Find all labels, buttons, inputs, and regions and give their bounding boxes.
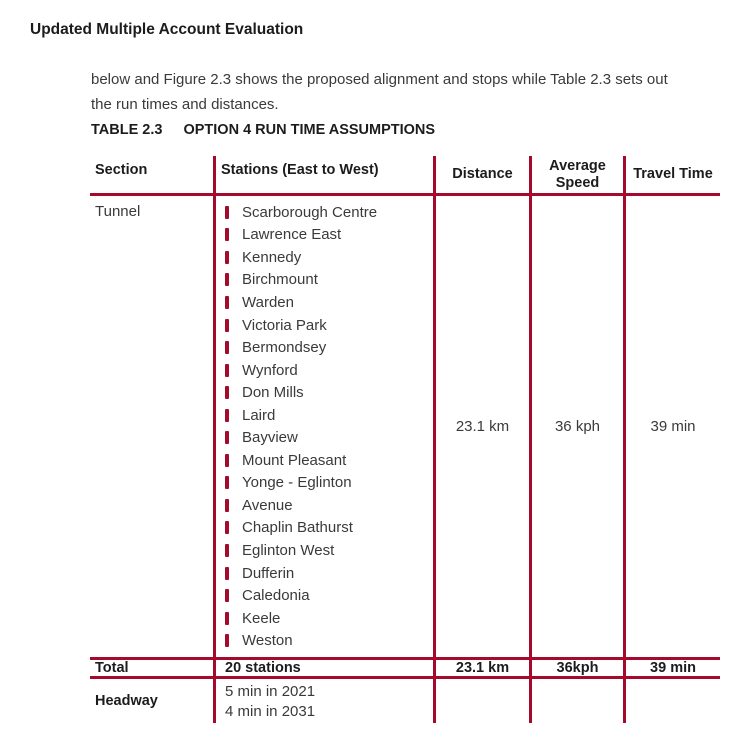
station-list-item	[225, 224, 433, 247]
tunnel-average-speed-value: 36 kph	[529, 196, 623, 657]
station-bullet-icon	[225, 228, 229, 241]
station-list-item	[225, 562, 433, 585]
tunnel-travel-time-value: 39 min	[623, 196, 720, 657]
station-name: Keele	[242, 609, 281, 627]
station-bullet-icon	[225, 409, 229, 422]
body-paragraph-line: the run times and distances.	[91, 96, 279, 113]
station-bullet-icon	[225, 386, 229, 399]
station-list-item	[225, 314, 433, 337]
station-list-item	[225, 629, 433, 652]
total-average-speed-value: 36kph	[529, 657, 623, 679]
column-header-average-speed: Average Speed	[529, 156, 623, 196]
station-bullet-icon	[225, 319, 229, 332]
total-section-label: Total	[90, 657, 213, 679]
headway-travel-time-cell-empty	[623, 679, 720, 723]
station-name: Weston	[242, 632, 293, 650]
headway-distance-cell-empty	[433, 679, 529, 723]
station-name: Warden	[242, 293, 294, 311]
headway-average-speed-cell-empty	[529, 679, 623, 723]
table-caption-label: TABLE 2.3	[91, 122, 163, 138]
tunnel-stations-list	[213, 196, 433, 657]
station-list-item	[225, 539, 433, 562]
station-list-item	[225, 426, 433, 449]
station-name: Bermondsey	[242, 339, 327, 357]
station-list-item	[225, 336, 433, 359]
station-bullet-icon	[225, 612, 229, 625]
table-caption	[91, 122, 435, 138]
station-bullet-icon	[225, 206, 229, 219]
run-time-table	[90, 156, 720, 723]
station-bullet-icon	[225, 454, 229, 467]
station-name: Bayview	[242, 429, 298, 447]
station-list-item	[225, 607, 433, 630]
station-bullet-icon	[225, 499, 229, 512]
station-name: Eglinton West	[242, 541, 335, 559]
body-paragraph-line: below and Figure 2.3 shows the proposed alignment and stops while Table 2.3 sets out	[91, 71, 668, 88]
station-bullet-icon	[225, 431, 229, 444]
station-bullet-icon	[225, 521, 229, 534]
body-paragraph	[91, 67, 691, 117]
total-travel-time-value: 39 min	[623, 657, 720, 679]
station-list-item	[225, 404, 433, 427]
station-list-item	[225, 494, 433, 517]
station-bullet-icon	[225, 476, 229, 489]
station-name: Avenue	[242, 496, 293, 514]
headway-values	[213, 679, 433, 723]
station-list-item	[225, 359, 433, 382]
station-list-item	[225, 269, 433, 292]
headway-value-line: 5 min in 2021	[225, 683, 316, 700]
column-header-stations: Stations (East to West)	[213, 156, 433, 196]
station-name: Dufferin	[242, 564, 295, 582]
headway-value-line: 4 min in 2031	[225, 702, 316, 720]
station-list-item	[225, 201, 433, 224]
column-header-distance: Distance	[433, 156, 529, 196]
station-name: Caledonia	[242, 587, 310, 605]
station-name: Mount Pleasant	[242, 451, 347, 469]
station-name: Chaplin Bathurst	[242, 519, 353, 537]
page-title: Updated Multiple Account Evaluation	[30, 21, 304, 38]
station-bullet-icon	[225, 567, 229, 580]
station-name: Don Mills	[242, 384, 304, 402]
headway-section-label: Headway	[95, 693, 158, 709]
station-name: Wynford	[242, 361, 298, 379]
column-header-travel-time: Travel Time	[623, 156, 720, 196]
station-bullet-icon	[225, 364, 229, 377]
station-name: Victoria Park	[242, 316, 327, 334]
station-list-item	[225, 472, 433, 495]
station-list-item	[225, 291, 433, 314]
total-stations-value: 20 stations	[213, 657, 433, 679]
column-header-section: Section	[90, 156, 213, 196]
total-distance-value: 23.1 km	[433, 657, 529, 679]
station-list-item	[225, 246, 433, 269]
station-bullet-icon	[225, 273, 229, 286]
station-list-item	[225, 584, 433, 607]
station-bullet-icon	[225, 296, 229, 309]
station-list-item	[225, 517, 433, 540]
station-name: Laird	[242, 406, 276, 424]
station-name: Scarborough Centre	[242, 203, 378, 221]
station-bullet-icon	[225, 251, 229, 264]
station-name: Lawrence East	[242, 226, 342, 244]
station-name: Birchmount	[242, 271, 318, 289]
station-bullet-icon	[225, 341, 229, 354]
tunnel-section-label: Tunnel	[95, 203, 141, 220]
station-name: Kennedy	[242, 248, 302, 266]
station-name: Yonge - Eglinton	[242, 474, 352, 492]
station-bullet-icon	[225, 544, 229, 557]
station-list-item	[225, 449, 433, 472]
tunnel-distance-value: 23.1 km	[433, 196, 529, 657]
table-caption-title: OPTION 4 RUN TIME ASSUMPTIONS	[183, 122, 436, 138]
station-bullet-icon	[225, 589, 229, 602]
station-bullet-icon	[225, 634, 229, 647]
station-list-item	[225, 381, 433, 404]
